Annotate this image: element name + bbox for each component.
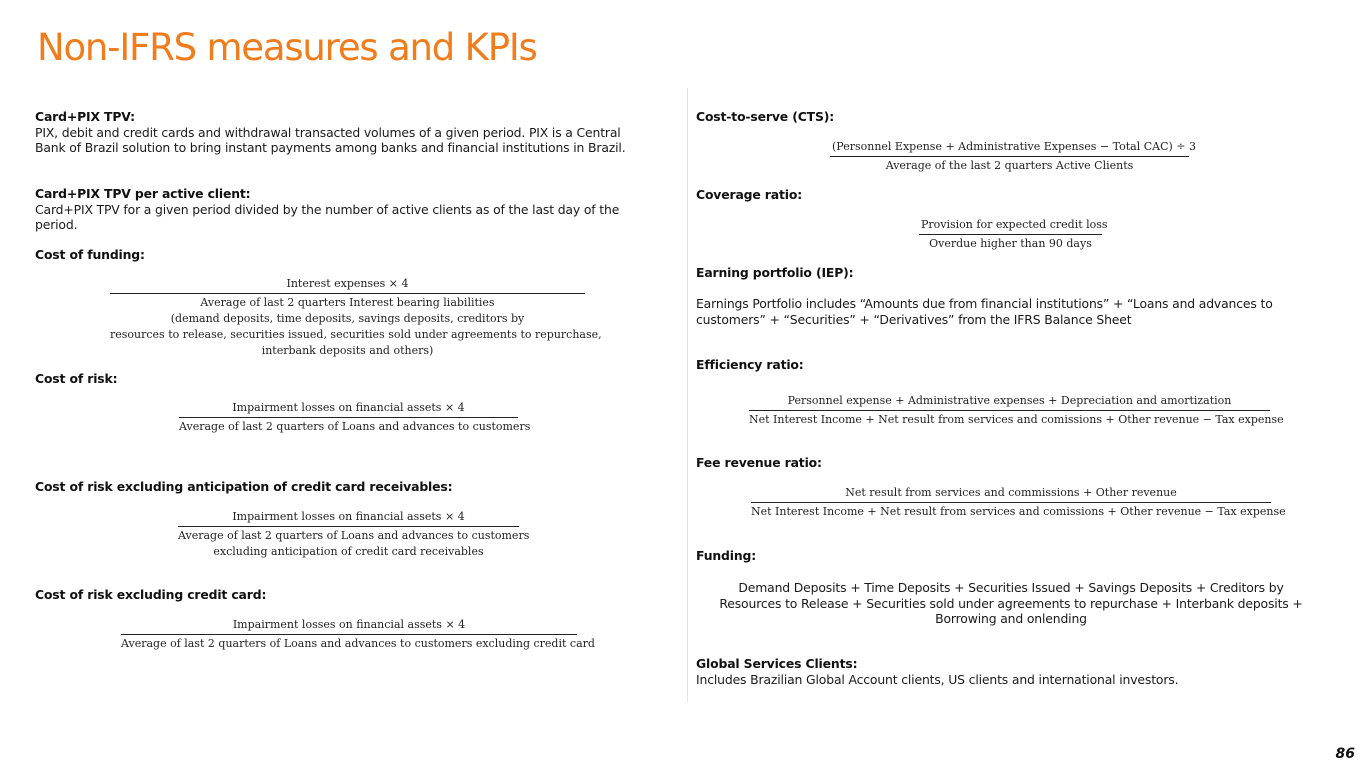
formula-numerator: Interest expenses × 4 bbox=[286, 277, 409, 290]
denominator-line: interbank deposits and others) bbox=[261, 344, 434, 357]
iep-text bbox=[696, 296, 1273, 327]
card-tpv-per-client-text-line2: period. bbox=[35, 217, 78, 232]
page-title: Non-IFRS measures and KPIs bbox=[37, 26, 537, 69]
cts-label: Cost-to-serve (CTS): bbox=[696, 109, 835, 124]
denominator-line: (demand deposits, time deposits, savings deposits, creditors by bbox=[170, 312, 525, 325]
formula-denominator: Average of last 2 quarters of Loans and advances to customers excluding credit card bbox=[121, 634, 577, 652]
formula-denominator: Average of last 2 quarters of Loans and advances to customers bbox=[179, 417, 518, 435]
cost-of-funding-label: Cost of funding: bbox=[35, 247, 145, 262]
formula-numerator: Net result from services and commissions + Other revenue bbox=[845, 486, 1177, 499]
funding-text-line3: Borrowing and onlending bbox=[935, 611, 1087, 626]
iep-text-line1: Earnings Portfolio includes “Amounts due from financial institutions” + “Loans and advances to bbox=[696, 296, 1273, 311]
formula-denominator bbox=[110, 293, 602, 359]
column-divider bbox=[687, 88, 688, 702]
iep-text-line2: customers” + “Securities” + “Derivatives” from the IFRS Balance Sheet bbox=[696, 311, 1132, 327]
efficiency-formula bbox=[749, 393, 1284, 428]
formula-numerator: (Personnel Expense + Administrative Expenses − Total CAC) ÷ 3 bbox=[832, 140, 1196, 153]
formula-denominator bbox=[178, 526, 530, 560]
iep-label: Earning portfolio (IEP): bbox=[696, 265, 854, 280]
denominator-line: resources to release, securities issued, securities sold under agreements to repurchase, bbox=[110, 328, 602, 341]
card-tpv-per-client-text-line1: Card+PIX TPV for a given period divided by the number of active clients as of the last day of the bbox=[35, 201, 620, 217]
funding-text-line1: Demand Deposits + Time Deposits + Securities Issued + Savings Deposits + Creditors by bbox=[738, 580, 1284, 595]
global-services-section bbox=[696, 656, 1178, 687]
coverage-label: Coverage ratio: bbox=[696, 187, 803, 202]
formula-denominator: Average of the last 2 quarters Active Clients bbox=[830, 156, 1189, 174]
cts-formula bbox=[830, 139, 1196, 174]
cost-of-risk-label: Cost of risk: bbox=[35, 371, 118, 386]
cost-of-risk-ex-cc-formula bbox=[121, 617, 595, 652]
formula-numerator: Impairment losses on financial assets × 4 bbox=[232, 618, 466, 631]
formula-numerator: Personnel expense + Administrative expenses + Depreciation and amortization bbox=[787, 394, 1232, 407]
formula-numerator: Provision for expected credit loss bbox=[921, 218, 1108, 231]
funding-text-line2: Resources to Release + Securities sold under agreements to repurchase + Interbank deposits + bbox=[719, 595, 1303, 611]
cost-of-funding-formula bbox=[110, 276, 602, 359]
coverage-formula bbox=[919, 217, 1108, 252]
denominator-line: excluding anticipation of credit card receivables bbox=[213, 545, 484, 558]
cost-of-risk-ex-anticipation-formula bbox=[178, 509, 530, 560]
funding-text bbox=[700, 580, 1322, 627]
formula-denominator: Overdue higher than 90 days bbox=[919, 234, 1102, 252]
fee-revenue-label: Fee revenue ratio: bbox=[696, 455, 822, 470]
card-tpv-label: Card+PIX TPV: bbox=[35, 109, 135, 124]
global-services-text: Includes Brazilian Global Account clients, US clients and international investors. bbox=[696, 671, 1179, 687]
formula-numerator: Impairment losses on financial assets × 4 bbox=[232, 510, 465, 523]
global-services-label: Global Services Clients: bbox=[696, 656, 858, 671]
cost-of-risk-ex-cc-label: Cost of risk excluding credit card: bbox=[35, 587, 267, 602]
funding-label: Funding: bbox=[696, 548, 757, 563]
page-number: 86 bbox=[1335, 746, 1355, 762]
formula-numerator: Impairment losses on financial assets × 4 bbox=[232, 401, 465, 414]
card-tpv-per-client-section bbox=[35, 186, 619, 233]
formula-denominator: Net Interest Income + Net result from services and comissions + Other revenue − Tax expense bbox=[751, 502, 1271, 520]
formula-denominator: Net Interest Income + Net result from services and comissions + Other revenue − Tax expense bbox=[749, 410, 1270, 428]
efficiency-label: Efficiency ratio: bbox=[696, 357, 804, 372]
cost-of-risk-formula bbox=[179, 400, 531, 435]
denominator-line: Average of last 2 quarters of Loans and advances to customers bbox=[178, 529, 530, 542]
card-tpv-section bbox=[35, 109, 626, 156]
cost-of-risk-ex-anticipation-label: Cost of risk excluding anticipation of credit card receivables: bbox=[35, 479, 453, 494]
card-tpv-text-line1: PIX, debit and credit cards and withdrawal transacted volumes of a given period. PIX is a Central bbox=[35, 124, 621, 140]
fee-revenue-formula bbox=[751, 485, 1286, 520]
denominator-line: Average of last 2 quarters Interest bearing liabilities bbox=[200, 296, 495, 309]
card-tpv-text-line2: Bank of Brazil solution to bring instant payments among banks and financial institutions in Brazil. bbox=[35, 140, 626, 155]
card-tpv-per-client-label: Card+PIX TPV per active client: bbox=[35, 186, 251, 201]
